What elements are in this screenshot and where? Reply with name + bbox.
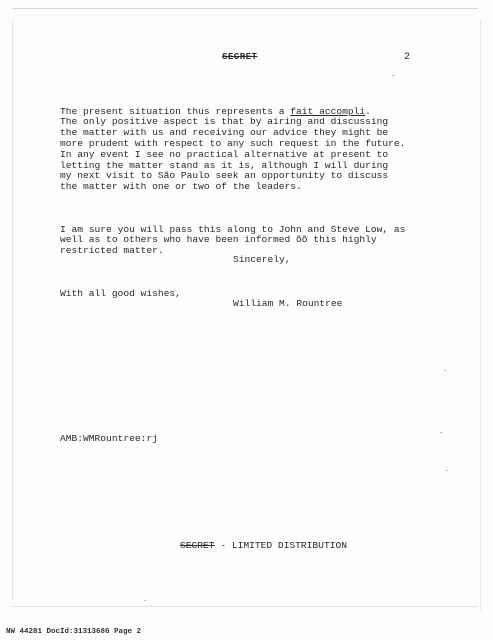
classification-dash: - [214, 540, 232, 551]
body-text-segment: The present situation thus represents a [60, 105, 291, 117]
scan-edge-right [480, 20, 481, 610]
body-line: my next visit to São Paulo seek an opportunity to discuss [60, 170, 389, 182]
body-line: the matter with one or two of the leaders. [60, 181, 302, 193]
body-line: restricted matter. [60, 245, 164, 257]
scan-edge-bottom [12, 606, 478, 607]
fait-accompli-phrase: fait accompli [290, 105, 366, 117]
scan-edge-left [12, 20, 13, 600]
body-line: well as to others who have been informed õõ this highly [60, 234, 377, 246]
classification-struck: SECRET [180, 540, 215, 551]
body-line: The only positive aspect is that by airing and discussing [60, 116, 389, 128]
body-line: more prudent with respect to any such request in the future. [60, 137, 406, 149]
paragraph-2 [60, 225, 480, 257]
classification-distribution: LIMITED DISTRIBUTION [231, 540, 347, 551]
classification-footer [180, 540, 347, 551]
scan-speck [446, 470, 448, 471]
salutation-text: With all good wishes, [60, 287, 181, 299]
body-line: letting the matter stand as it is, although I will during [60, 159, 389, 171]
reference-initials: AMB:WMRountree:rj [60, 433, 158, 444]
classification-header: SECRET [222, 52, 258, 62]
letter-body [60, 85, 480, 331]
body-line: the matter with us and receiving our advice they might be [60, 127, 389, 139]
document-id-footer: NW 44281 DocId:31313686 Page 2 [6, 628, 142, 636]
body-text-segment: . [365, 105, 371, 117]
paragraph-1 [60, 107, 480, 193]
signer-name: William M. Rountree [233, 298, 343, 309]
body-line: In any event I see no practical alternative at present to [60, 148, 389, 160]
scan-speck [144, 600, 146, 601]
scan-speck [392, 75, 394, 76]
body-line: I am sure you will pass this along to John and Steve Low, as [60, 223, 406, 235]
page-number: 2 [404, 52, 411, 63]
scan-speck [440, 432, 442, 433]
closing-sincerely: Sincerely, [233, 254, 291, 265]
scan-speck [444, 370, 446, 371]
scan-edge-top [12, 8, 478, 9]
